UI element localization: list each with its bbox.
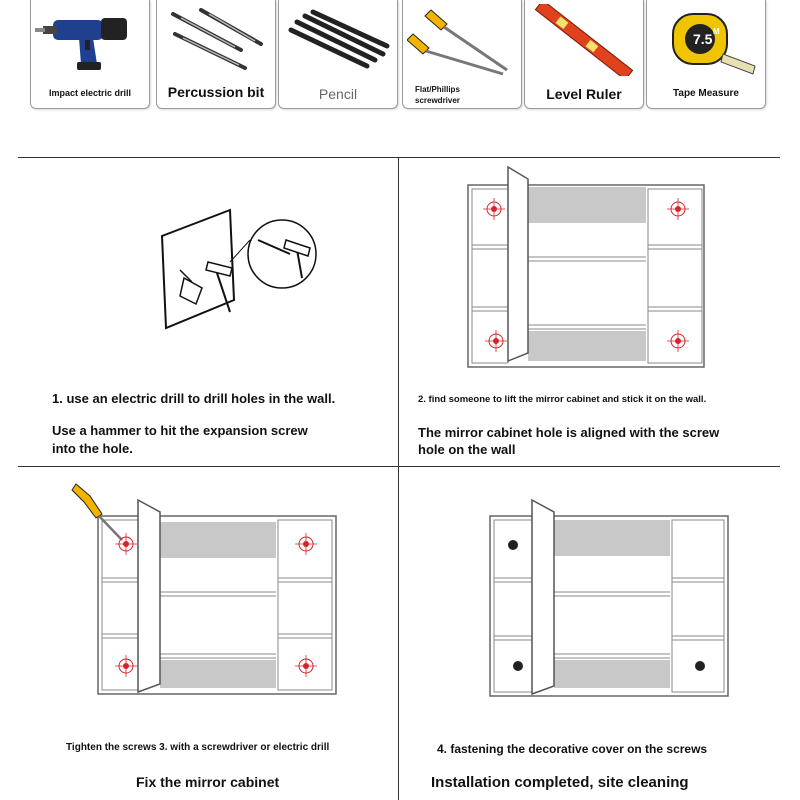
tool-card-pencil xyxy=(278,0,398,109)
tape-unit-text: M xyxy=(713,27,720,36)
step4-subtitle: Installation completed, site cleaning xyxy=(431,774,689,791)
tape-measure-icon xyxy=(651,4,761,76)
tool-card-level-ruler xyxy=(524,0,644,109)
cabinet-door-step2 xyxy=(508,167,528,361)
tool-card-percussion-bit xyxy=(156,0,276,109)
tape-brand-text: 7.5 xyxy=(693,31,713,47)
tool-label-screwdriver xyxy=(415,84,460,106)
level-ruler-icon xyxy=(529,4,639,76)
tool-label-electric-drill: Impact electric drill xyxy=(48,88,132,98)
step2-subtitle xyxy=(418,424,719,458)
tool-label-screwdriver-line1: Flat/Phillips xyxy=(415,85,460,94)
tool-label-screwdriver-line2: screwdriver xyxy=(415,96,460,105)
step2-subtitle-line2: hole on the wall xyxy=(418,442,516,457)
step2-title: 2. find someone to lift the mirror cabinet and stick it on the wall. xyxy=(418,394,707,405)
tool-label-percussion-bit: Percussion bit xyxy=(167,84,265,100)
drill-bit-icon xyxy=(161,4,271,76)
step2-subtitle-line1: The mirror cabinet hole is aligned with the screw xyxy=(418,425,720,440)
electric-drill-icon xyxy=(35,4,145,76)
grid-top-line xyxy=(18,157,780,158)
tools-row xyxy=(30,0,782,112)
decorative-cover-icon xyxy=(508,540,518,550)
step1-subtitle-line2: into the hole. xyxy=(52,441,133,456)
wall-drilling-illustration xyxy=(150,200,330,340)
step4-title: 4. fastening the decorative cover on the screws xyxy=(437,742,708,756)
tool-label-pencil: Pencil xyxy=(318,86,358,102)
tool-card-tape-measure xyxy=(646,0,766,109)
decorative-cover-icon xyxy=(695,661,705,671)
grid-vertical-line xyxy=(398,157,399,800)
tool-label-tape-measure: Tape Measure xyxy=(673,88,739,99)
tool-card-electric-drill xyxy=(30,0,150,109)
mirror-cabinet-diagram-step4 xyxy=(488,496,732,702)
step3-subtitle: Fix the mirror cabinet xyxy=(136,774,280,790)
cabinet-door-step3 xyxy=(138,500,160,692)
tool-label-level-ruler: Level Ruler xyxy=(546,86,622,102)
step1-subtitle xyxy=(52,422,308,458)
screwdriver-icon xyxy=(407,4,517,76)
tool-card-screwdriver xyxy=(402,0,522,109)
cabinet-door-step4 xyxy=(532,500,554,694)
step1-subtitle-line1: Use a hammer to hit the expansion screw xyxy=(52,423,308,438)
screwdriver-icon xyxy=(72,484,122,540)
decorative-cover-icon xyxy=(513,661,523,671)
mirror-cabinet-diagram-step3 xyxy=(70,478,340,698)
step3-title: Tighten the screws 3. with a screwdriver or electric drill xyxy=(66,742,330,753)
grid-middle-line xyxy=(18,466,780,467)
mirror-cabinet-diagram-step2 xyxy=(466,165,706,370)
pencil-icon xyxy=(283,4,393,76)
step1-title: 1. use an electric drill to drill holes in the wall. xyxy=(52,391,336,406)
